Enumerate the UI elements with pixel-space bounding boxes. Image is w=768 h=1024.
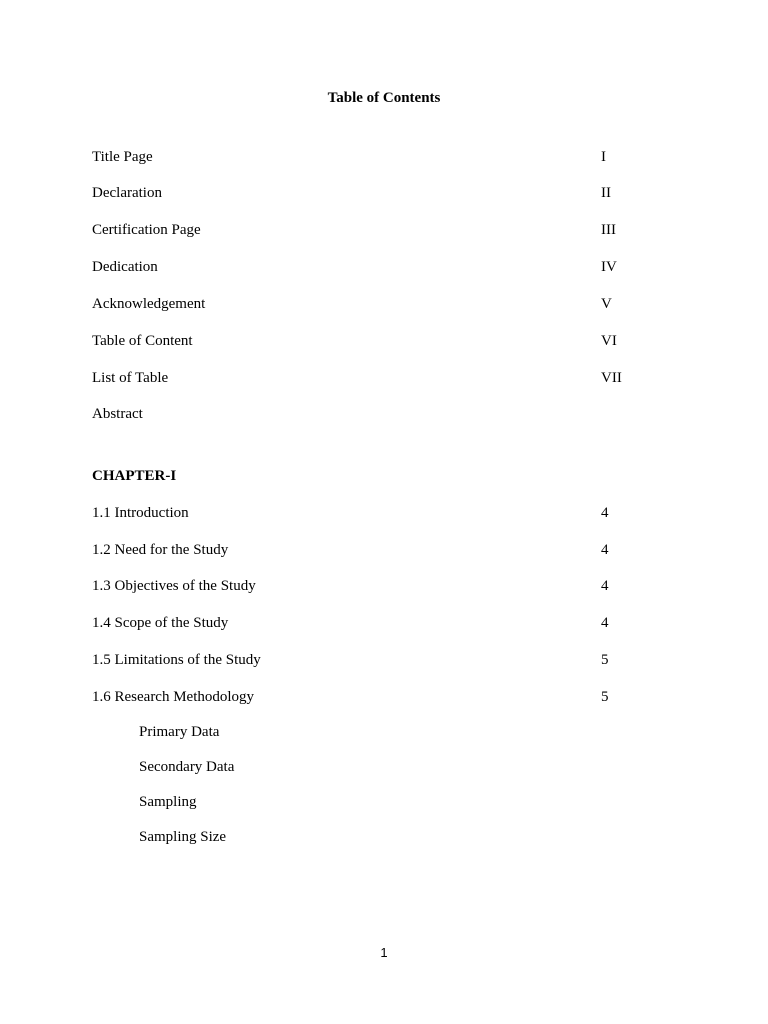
toc-entry: [92, 147, 652, 167]
toc-entry-page: V: [601, 296, 612, 312]
toc-section-page: 4: [601, 505, 609, 521]
toc-entry-page: IV: [601, 259, 617, 275]
chapter-heading: CHAPTER-I: [92, 468, 177, 484]
toc-entry-label: Declaration: [92, 185, 162, 201]
toc-section: [92, 540, 652, 560]
toc-entry: [92, 220, 652, 240]
toc-entry-label: Abstract: [92, 406, 143, 422]
toc-subsection: Sampling: [139, 794, 197, 810]
toc-section-page: 4: [601, 615, 609, 631]
toc-entry-page: I: [601, 149, 606, 165]
toc-subsection: Sampling Size: [139, 829, 227, 845]
toc-entry: [92, 257, 652, 277]
toc-entry-page: II: [601, 185, 611, 201]
toc-section-label: 1.3 Objectives of the Study: [92, 578, 256, 594]
toc-section-label: 1.5 Limitations of the Study: [92, 652, 261, 668]
toc-entry: [92, 183, 652, 203]
toc-entry-page: VII: [601, 370, 622, 386]
toc-entry: [92, 404, 652, 424]
toc-entry: [92, 368, 652, 388]
toc-section-page: 5: [601, 689, 609, 705]
toc-section: [92, 650, 652, 670]
toc-section-page: 5: [601, 652, 609, 668]
toc-subsection: Secondary Data: [139, 759, 235, 775]
toc-section: [92, 503, 652, 523]
toc-entry-label: Title Page: [92, 149, 153, 165]
toc-entry-page: VI: [601, 333, 617, 349]
toc-section: [92, 613, 652, 633]
toc-entry: [92, 331, 652, 351]
toc-section-page: 4: [601, 578, 609, 594]
toc-section-page: 4: [601, 542, 609, 558]
toc-section-label: 1.1 Introduction: [92, 505, 189, 521]
page-number: 1: [380, 945, 388, 960]
toc-entry: [92, 294, 652, 314]
toc-section-label: 1.6 Research Methodology: [92, 689, 255, 705]
toc-section: [92, 576, 652, 596]
toc-section-label: 1.4 Scope of the Study: [92, 615, 229, 631]
toc-entry-label: Acknowledgement: [92, 296, 206, 312]
page-title: Table of Contents: [327, 90, 441, 106]
toc-entry-page: III: [601, 222, 616, 238]
toc-section-label: 1.2 Need for the Study: [92, 542, 229, 558]
toc-section: [92, 687, 652, 707]
toc-entry-label: Dedication: [92, 259, 158, 275]
toc-entry-label: Certification Page: [92, 222, 201, 238]
toc-subsection: Primary Data: [139, 724, 220, 740]
toc-entry-label: Table of Content: [92, 333, 193, 349]
toc-entry-label: List of Table: [92, 370, 169, 386]
